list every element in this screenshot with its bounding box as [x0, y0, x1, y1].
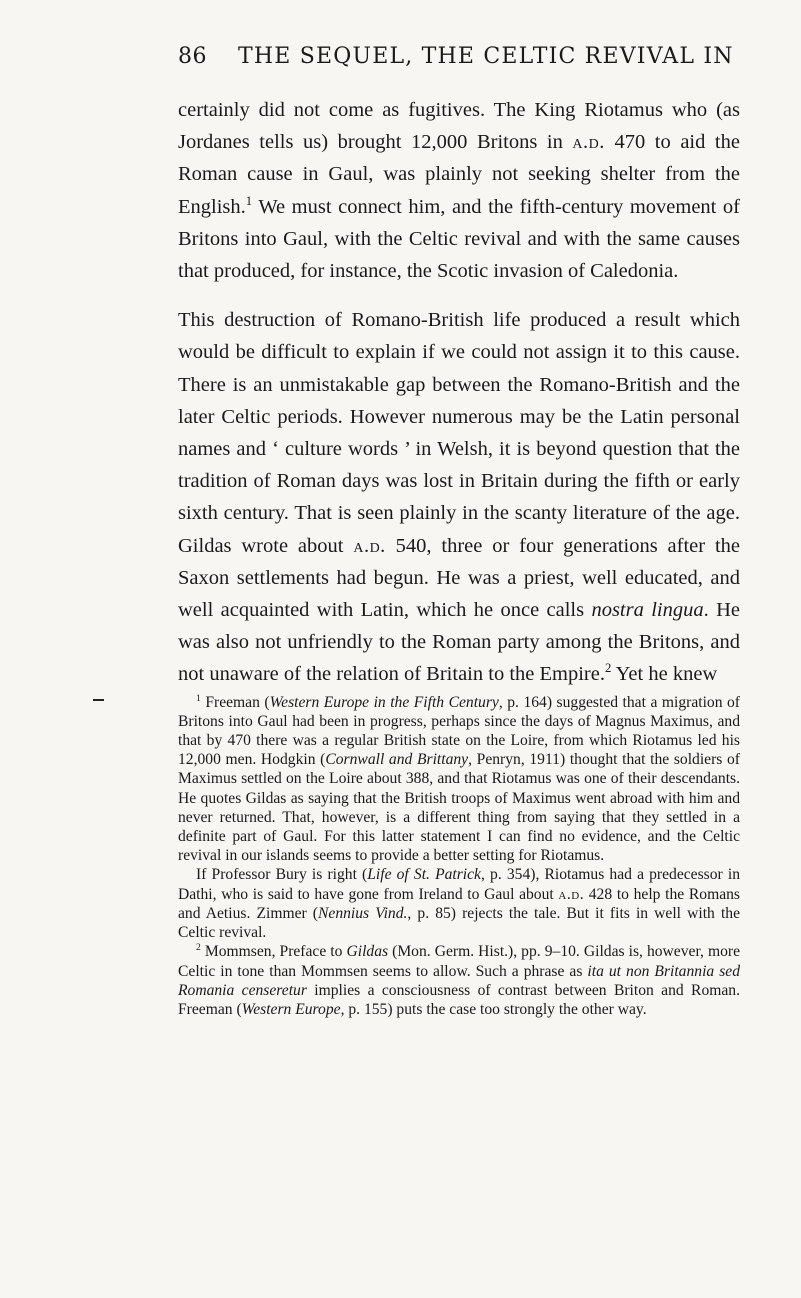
- italic-text: Cornwall and Brittany: [325, 751, 469, 769]
- text-run: implies a consciousness of contrast between Briton and Roman. Freeman (: [178, 981, 741, 1018]
- italic-text: Nennius Vind.: [318, 904, 408, 922]
- text-run: This destruction of Romano-British life produced a result which would be difficult to explain if we could not assign it to this cause. There is an unmistakable gap between the Romano-British and the later Celtic periods. However numerous may be the Latin personal names and ‘ culture words ’ in Welsh, it is beyond question that the tradition of Roman days was lost in Britain during the fifth or early sixth century. That is seen plainly in the scanty literature of the age. Gildas wrote about: [178, 309, 740, 557]
- text-run: , Penryn, 1911) thought that the soldiers of Maximus settled on the Loire about 388, and that Riotamus was one of their descendants. He quotes Gildas as saying that the British troops of Maximus went abroad with him and never returned. That, however, is a different thing from saying that they settled in a definite part of Gaul. For this latter statement I can find no evidence, and the Celtic revival in our islands seems to provide a better setting for Riotamus.: [178, 751, 740, 865]
- footnote-ref: 2: [196, 942, 201, 954]
- footnote: [178, 693, 740, 866]
- footnote-ref: 1: [245, 193, 253, 208]
- paragraph: [178, 94, 740, 287]
- paragraphs: [178, 94, 740, 691]
- footnote: [178, 942, 740, 1019]
- text-run: If Professor Bury is right (: [196, 866, 368, 884]
- text-run: (Mon. Germ. Hist.), pp. 9–10. Gildas is, however, more Celtic in tone than Mommsen seems to allow. Such a phrase as: [178, 943, 740, 980]
- text-run: . He was also not unfriendly to the Roman party among the Britons, and not unaware of the relation of Britain to the Empire.: [178, 599, 740, 686]
- smallcaps-text: a.d.: [353, 534, 386, 557]
- page-number: 86: [178, 44, 207, 69]
- text-run: , p. 85) rejects the tale. But it fits in well with the Celtic revival.: [178, 904, 740, 942]
- smallcaps-text: a.d.: [572, 131, 605, 154]
- text-run: certainly did not come as fugitives. The King Riotamus who (as Jordanes tells us) brought 12,000 Britons in: [178, 99, 740, 154]
- footnote: [178, 865, 740, 942]
- italic-text: Gildas: [346, 943, 389, 961]
- margin-dash-mark: [93, 699, 104, 701]
- smallcaps-text: a.d.: [558, 885, 585, 903]
- running-head: THE SEQUEL, THE CELTIC REVIVAL IN: [238, 44, 734, 69]
- text-run: 470 to aid the Roman cause in Gaul, was plainly not seeking shelter from the English.: [178, 131, 740, 218]
- text-run: Yet he knew: [611, 663, 718, 686]
- footnote-ref: 2: [604, 661, 612, 676]
- italic-text: ita ut non Britannia sed Romania censeretur: [178, 962, 740, 999]
- page-header: [178, 44, 741, 76]
- text-run: , p. 354), Riotamus had a predecessor in Dathi, who is said to have gone from Ireland to Gaul about: [178, 866, 740, 903]
- italic-text: Life of St. Patrick: [367, 866, 481, 884]
- footnotes: [178, 693, 740, 1019]
- footnote-ref: 1: [196, 692, 201, 704]
- text-run: Freeman (: [200, 693, 270, 711]
- italic-text: Western Europe: [241, 1000, 341, 1018]
- text-run: Mommsen, Preface to: [200, 943, 347, 961]
- paragraph: [178, 304, 740, 690]
- text-run: 540, three or four generations after the Saxon settlements had begun. He was a priest, well educated, and well acquainted with Latin, which he once calls: [178, 534, 740, 622]
- italic-text: nostra lingua: [591, 599, 704, 622]
- text-run: 428 to help the Romans and Aetius. Zimmer (: [178, 885, 740, 922]
- text-run: , p. 155) puts the case too strongly the other way.: [340, 1000, 647, 1018]
- text-run: We must connect him, and the fifth-century movement of Britons into Gaul, with the Celtic revival and with the same causes that produced, for instance, the Scotic invasion of Caledonia.: [178, 195, 740, 283]
- italic-text: Western Europe in the Fifth Century: [269, 693, 499, 711]
- main-text: [178, 94, 740, 1019]
- text-run: , p. 164) suggested that a migration of Britons into Gaul had been in progress, perhaps since the days of Magnus Maximus, and that by 470 there was a regular British state on the Loire, from which Riotamus led his 12,000 men. Hodgkin (: [178, 693, 740, 769]
